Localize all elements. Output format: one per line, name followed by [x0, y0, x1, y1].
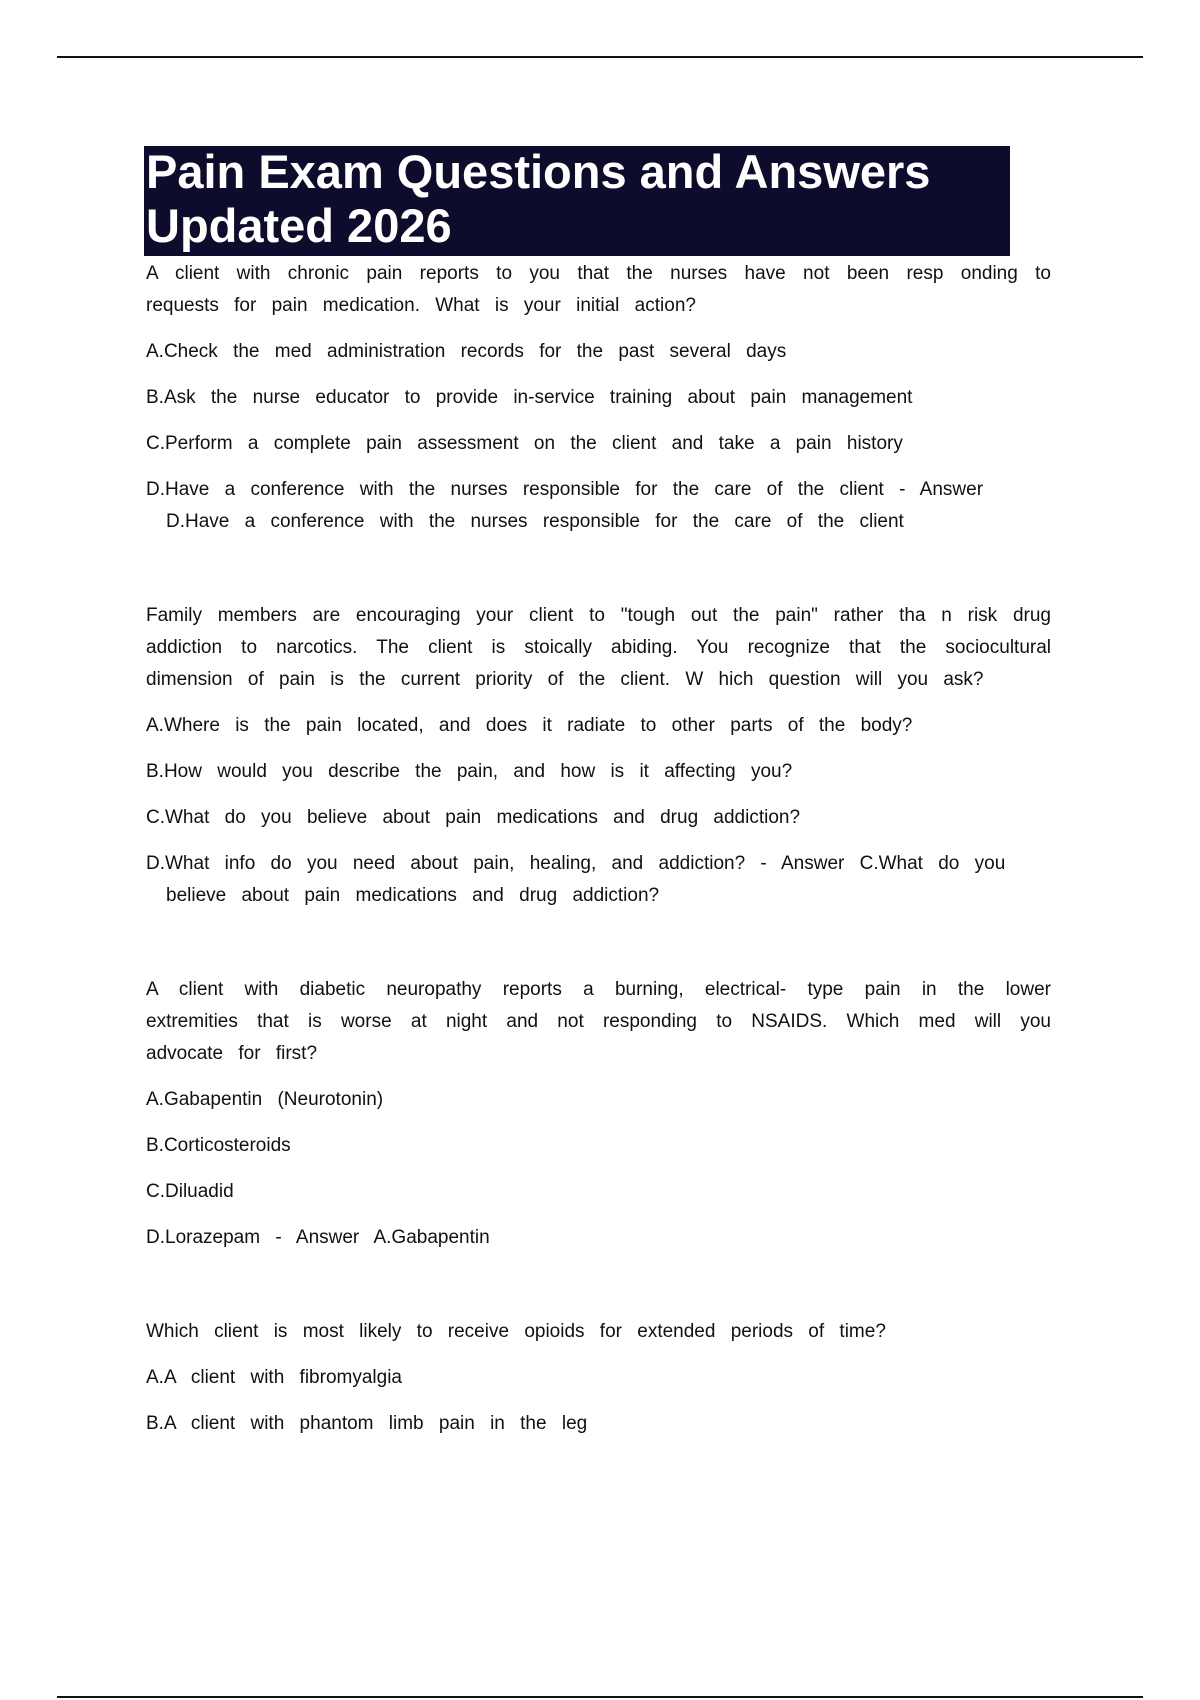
- option-c: C.What do you believe about pain medications and drug addiction?: [146, 807, 801, 828]
- question-block-3: [146, 974, 1051, 1254]
- question-text: A client with diabetic neuropathy reports a burning, electrical- type pain in the lower extremities that is worse at night and not responding to NSAIDS. Which med will you advocate for first?: [146, 979, 1051, 1064]
- question-block-2: [146, 600, 1051, 912]
- option-a: A.Where is the pain located, and does it radiate to other parts of the body?: [146, 715, 913, 736]
- question-block-4: [146, 1316, 1051, 1440]
- bottom-rule: [57, 1696, 1143, 1698]
- option-b: B.Ask the nurse educator to provide in-service training about pain management: [146, 387, 913, 408]
- option-b: B.How would you describe the pain, and how is it affecting you?: [146, 761, 793, 782]
- document-title: [144, 146, 1010, 256]
- option-b: B.Corticosteroids: [146, 1135, 291, 1156]
- option-b: B.A client with phantom limb pain in the leg: [146, 1413, 588, 1434]
- question-text: Family members are encouraging your client to "tough out the pain" rather tha n risk drug addiction to narcotics. The client is stoically abiding. You recognize that the sociocultural dimension of pain is the current priority of the client. W hich question will you ask?: [146, 605, 1051, 690]
- option-d-with-answer: D.Have a conference with the nurses responsible for the care of the client - Answer D.Have a conference with the nurses responsible for the care of the client: [146, 479, 984, 532]
- top-rule: [57, 56, 1143, 58]
- option-a: A.Check the med administration records for the past several days: [146, 341, 787, 362]
- question-text: A client with chronic pain reports to you that the nurses have not been resp onding to requests for pain medication. What is your initial action?: [146, 263, 1051, 316]
- document-body: [146, 258, 1051, 1440]
- question-text: Which client is most likely to receive opioids for extended periods of time?: [146, 1321, 886, 1342]
- question-block-1: [146, 258, 1051, 538]
- title-line-2: Updated 2026: [146, 199, 452, 252]
- option-d-with-answer: D.What info do you need about pain, healing, and addiction? - Answer C.What do you believe about pain medications and drug addiction?: [146, 853, 1006, 906]
- title-line-1: Pain Exam Questions and Answers: [146, 145, 931, 198]
- option-d-with-answer: D.Lorazepam - Answer A.Gabapentin: [146, 1227, 490, 1248]
- option-a: A.Gabapentin (Neurotonin): [146, 1089, 384, 1110]
- option-a: A.A client with fibromyalgia: [146, 1367, 402, 1388]
- option-c: C.Perform a complete pain assessment on the client and take a pain history: [146, 433, 903, 454]
- option-c: C.Diluadid: [146, 1181, 234, 1202]
